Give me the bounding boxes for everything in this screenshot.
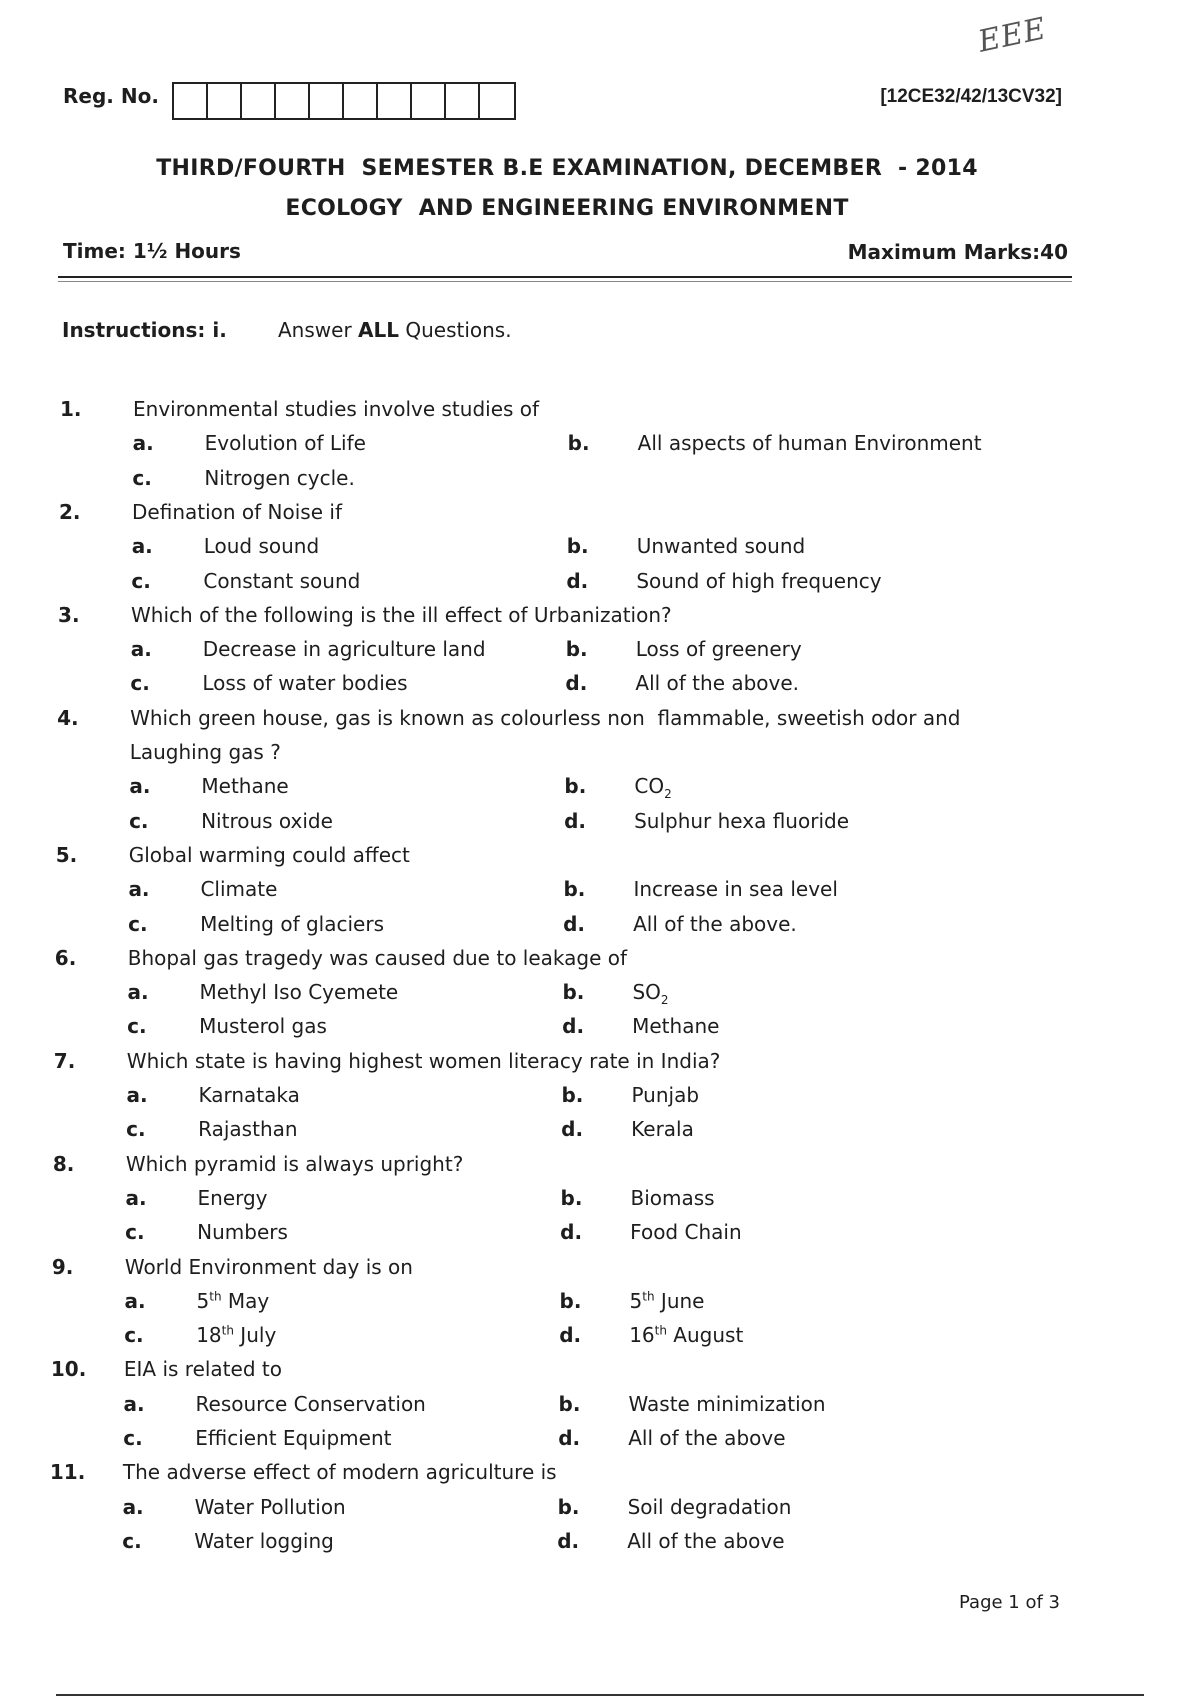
option-letter: a. [124, 1288, 146, 1313]
header-rule-shadow [58, 281, 1072, 282]
option-letter: d. [558, 1426, 581, 1450]
option-text: $CO_2$ [634, 774, 672, 802]
option-text: Water logging [194, 1528, 334, 1553]
option-text: Decrease in agriculture land [202, 637, 486, 662]
question-number: 4. [57, 705, 79, 730]
reg-no-label: Reg. No. [63, 84, 159, 108]
reg-no-box [242, 84, 276, 118]
reg-no-box [446, 84, 480, 118]
option-letter: b. [565, 637, 588, 662]
option-letter: a. [123, 1391, 145, 1416]
option-text: Karnataka [198, 1083, 300, 1107]
option-text: Loud sound [203, 534, 320, 559]
question-text: Bhopal gas tragedy was caused due to leakage of [127, 945, 628, 970]
question-number: 3. [58, 602, 80, 627]
option-text: Constant sound [203, 568, 361, 593]
question-text: Which state is having highest women literacy rate in India? [126, 1048, 721, 1073]
reg-no-box [378, 84, 412, 118]
option-letter: c. [123, 1426, 143, 1450]
reg-no-box [344, 84, 378, 118]
option-text: Melting of glaciers [200, 911, 384, 936]
option-text: Punjab [631, 1083, 700, 1107]
question-text: Which pyramid is always upright? [125, 1151, 464, 1176]
question-number: 1. [60, 397, 82, 421]
option-letter: c. [122, 1528, 142, 1553]
option-letter: a. [127, 980, 149, 1005]
option-text: Evolution of Life [204, 431, 366, 456]
option-letter: a. [131, 534, 153, 559]
option-text: Climate [200, 877, 278, 902]
option-text: All of the above [628, 1426, 786, 1450]
option-letter: b. [557, 1494, 580, 1519]
reg-no-box [174, 84, 208, 118]
option-text: $SO_2$ [632, 980, 669, 1008]
option-text: Musterol gas [199, 1014, 327, 1039]
exam-title: THIRD/FOURTH SEMESTER B.E EXAMINATION, DECEMBER - 2014 [156, 156, 978, 181]
question-text: Which green house, gas is known as colourless non flammable, sweetish odor and [130, 705, 961, 730]
question-number: 2. [59, 499, 81, 524]
option-letter: d. [557, 1528, 580, 1553]
option-text: Loss of greenery [635, 637, 802, 662]
option-letter: b. [560, 1185, 583, 1210]
option-text: Nitrous oxide [201, 808, 333, 833]
option-letter: d. [564, 808, 586, 833]
option-text: Loss of water bodies [202, 671, 408, 696]
option-text: Soil degradation [627, 1494, 792, 1519]
option-letter: c. [125, 1220, 145, 1245]
option-letter: a. [132, 431, 154, 456]
question-number: 6. [54, 945, 77, 970]
option-letter: a. [128, 877, 150, 902]
option-letter: d. [559, 1323, 582, 1348]
option-text: Unwanted sound [636, 534, 806, 559]
option-text: Sound of high frequency [636, 568, 882, 593]
option-text: Efficient Equipment [195, 1426, 392, 1450]
option-letter: c. [128, 911, 148, 936]
option-letter: a. [126, 1083, 148, 1107]
paper-code: [12CE32/42/13CV32] [880, 86, 1062, 107]
option-text: Resource Conservation [195, 1391, 426, 1416]
option-letter: d. [562, 1014, 585, 1039]
option-letter: c. [132, 465, 152, 490]
option-letter: d. [563, 911, 586, 936]
option-text: Methane [201, 774, 289, 799]
question-text: Which of the following is the ill effect of Urbanization? [131, 602, 672, 627]
footer-rule [56, 1694, 1144, 1696]
option-text: Methyl Iso Cyemete [199, 980, 399, 1005]
option-letter: b. [563, 877, 586, 902]
option-letter: b. [566, 534, 589, 559]
maximum-marks: Maximum Marks:40 [847, 240, 1068, 264]
option-text: Sulphur hexa fluoride [634, 808, 849, 833]
reg-no-box [276, 84, 310, 118]
option-text: Kerala [631, 1117, 694, 1142]
option-text: Rajasthan [198, 1117, 298, 1142]
instructions-text: Answer ALL Questions. [278, 318, 512, 342]
option-letter: b. [558, 1391, 581, 1416]
option-text: 18th July [196, 1323, 277, 1348]
option-text: Biomass [630, 1185, 715, 1210]
option-text: All aspects of human Environment [637, 431, 982, 456]
handwritten-annotation: EEE [975, 11, 1050, 60]
page-number: Page 1 of 3 [959, 1592, 1060, 1613]
option-text: Energy [197, 1185, 268, 1210]
option-letter: b. [559, 1288, 582, 1313]
reg-no-box [480, 84, 514, 118]
question-number: 7. [53, 1048, 76, 1073]
option-letter: a. [130, 637, 152, 662]
option-text: 5th June [629, 1288, 705, 1313]
option-letter: c. [131, 568, 151, 593]
option-letter: a. [125, 1185, 147, 1210]
header-rule [58, 276, 1072, 278]
option-letter: c. [129, 808, 149, 833]
question-text: Environmental studies involve studies of [133, 397, 540, 421]
option-text: 5th May [196, 1288, 270, 1313]
option-text: All of the above. [635, 671, 800, 696]
option-letter: d. [560, 1220, 583, 1245]
question-number: 11. [49, 1460, 86, 1485]
option-letter: d. [566, 568, 589, 593]
question-text: Global warming could affect [128, 842, 410, 867]
option-text: Food Chain [630, 1220, 742, 1245]
option-letter: c. [127, 1014, 147, 1039]
option-letter: b. [561, 1083, 584, 1107]
option-text: All of the above [627, 1528, 785, 1553]
reg-no-box [412, 84, 446, 118]
option-text: Numbers [197, 1220, 288, 1245]
option-text: Increase in sea level [633, 877, 838, 902]
reg-no-box [310, 84, 344, 118]
option-letter: b. [562, 980, 585, 1005]
option-letter: c. [126, 1117, 146, 1142]
option-letter: a. [122, 1494, 144, 1519]
subject-title: ECOLOGY AND ENGINEERING ENVIRONMENT [285, 196, 849, 221]
question-number: 10. [50, 1357, 87, 1382]
option-letter: b. [567, 431, 590, 456]
question-number: 5. [55, 842, 78, 867]
option-letter: a. [129, 774, 151, 799]
option-letter: d. [565, 671, 588, 696]
question-text: EIA is related to [123, 1357, 282, 1382]
instructions-label: Instructions: i. [62, 318, 227, 342]
question-number: 9. [51, 1254, 74, 1279]
option-letter: d. [561, 1117, 584, 1142]
question-text: Laughing gas ? [129, 740, 281, 764]
option-text: Methane [632, 1014, 720, 1039]
question-text: World Environment day is on [124, 1254, 413, 1279]
reg-no-box [208, 84, 242, 118]
question-text: The adverse effect of modern agriculture is [122, 1460, 557, 1485]
time-allowed: Time: 1½ Hours [63, 239, 241, 263]
option-text: Nitrogen cycle. [204, 465, 355, 490]
option-letter: c. [130, 671, 150, 696]
option-text: All of the above. [633, 911, 797, 936]
option-text: 16th August [629, 1323, 744, 1348]
question-text: Defination of Noise if [132, 499, 342, 524]
question-number: 8. [52, 1151, 75, 1176]
option-letter: c. [124, 1323, 144, 1348]
option-letter: b. [564, 774, 587, 799]
option-text: Water Pollution [194, 1494, 346, 1519]
reg-no-boxes [172, 82, 516, 120]
option-text: Waste minimization [628, 1391, 826, 1416]
